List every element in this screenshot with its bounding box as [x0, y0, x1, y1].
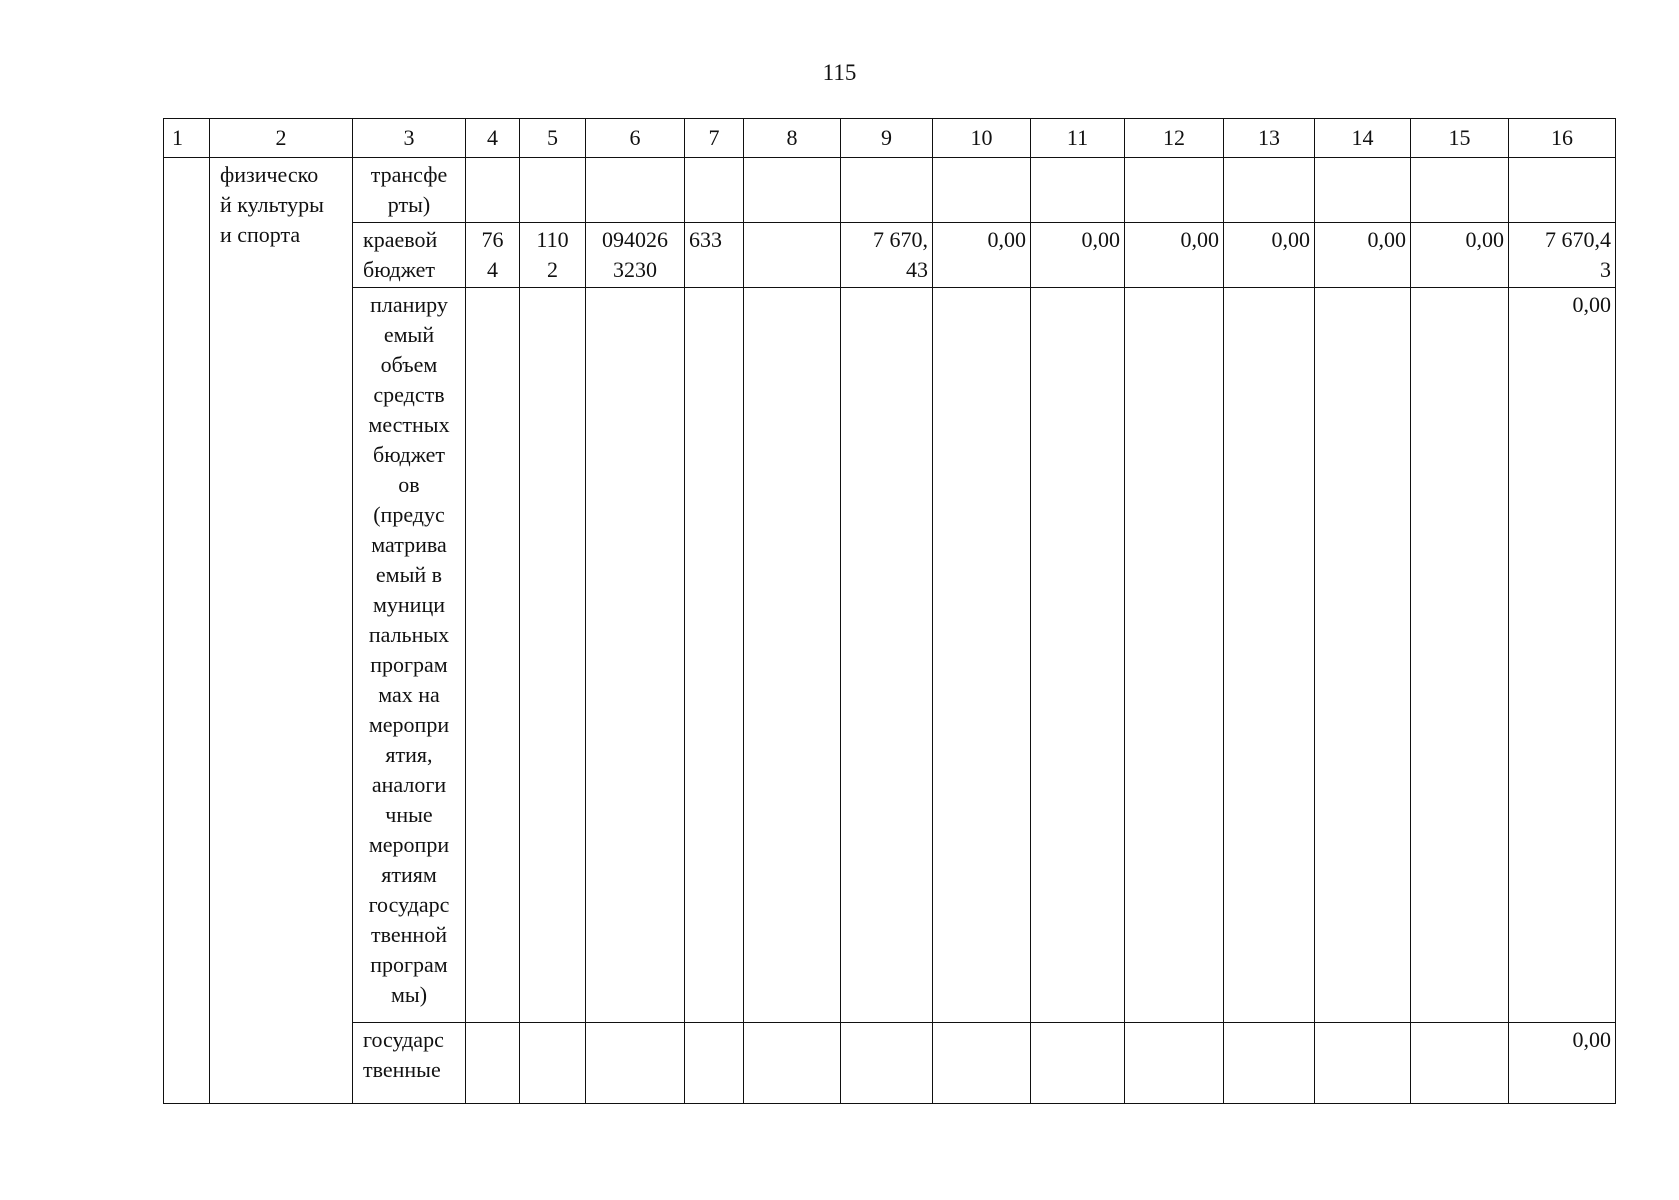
column-header: 9	[841, 119, 933, 158]
cell-c5	[520, 288, 586, 1023]
cell-c9-text: 7 670, 43	[873, 227, 928, 282]
column-header: 6	[586, 119, 685, 158]
funding-source-text: планиру емый объем средств местных бюджет ов (предус матрива емый в муници пальных програм мах на меропри ятия, аналоги чные меропри ятиям государс твенной програм мы)	[368, 292, 450, 1007]
cell-c14	[1315, 1023, 1411, 1104]
column-header: 12	[1125, 119, 1224, 158]
cell-c8	[744, 223, 841, 288]
cell-c7	[685, 288, 744, 1023]
cell-c10	[933, 1023, 1031, 1104]
cell-c15	[1411, 158, 1509, 223]
cell-c4	[466, 288, 520, 1023]
table-row	[164, 223, 1616, 288]
cell-c11	[1031, 1023, 1125, 1104]
funding-source-text: государс твенные	[363, 1027, 444, 1082]
cell-c6	[586, 1023, 685, 1104]
cell-c4	[466, 1023, 520, 1104]
column-number-row	[164, 119, 1616, 158]
table-row	[164, 158, 1616, 223]
cell-c9	[841, 1023, 933, 1104]
column-header: 1	[164, 119, 210, 158]
column-header: 16	[1509, 119, 1616, 158]
cell-c12	[1125, 288, 1224, 1023]
column-header: 11	[1031, 119, 1125, 158]
column-header: 15	[1411, 119, 1509, 158]
cell-c16	[1509, 158, 1616, 223]
page-number: 115	[822, 60, 857, 85]
cell-c6	[586, 288, 685, 1023]
cell-c15	[1411, 288, 1509, 1023]
table-row	[164, 288, 1616, 1023]
row-name-text: физическо й культуры и спорта	[220, 162, 324, 247]
funding-source-text: трансфе рты)	[370, 162, 448, 217]
funding-source-cell	[353, 223, 466, 288]
column-header: 5	[520, 119, 586, 158]
column-header: 13	[1224, 119, 1315, 158]
budget-table	[163, 118, 1616, 1104]
column-header: 8	[744, 119, 841, 158]
cell-c8	[744, 288, 841, 1023]
cell-c12	[1125, 1023, 1224, 1104]
cell-c6-text: 094026 3230	[602, 227, 668, 282]
cell-c4	[466, 158, 520, 223]
cell-c14: 0,00	[1315, 223, 1411, 288]
cell-c5	[520, 223, 586, 288]
table-row	[164, 1023, 1616, 1104]
cell-c4-text: 76 4	[481, 227, 504, 282]
column-header: 3	[353, 119, 466, 158]
cell-c16: 0,00	[1509, 288, 1616, 1023]
cell-c10	[933, 158, 1031, 223]
cell-c5-text: 110 2	[536, 227, 569, 282]
cell-c11: 0,00	[1031, 223, 1125, 288]
cell-c16-text: 7 670,4 3	[1545, 227, 1611, 282]
cell-c13	[1224, 158, 1315, 223]
cell-c13	[1224, 1023, 1315, 1104]
cell-c15: 0,00	[1411, 223, 1509, 288]
cell-c9	[841, 223, 933, 288]
cell-c5	[520, 1023, 586, 1104]
cell-c12	[1125, 158, 1224, 223]
cell-c6	[586, 223, 685, 288]
funding-source-cell	[353, 158, 466, 223]
cell-c6	[586, 158, 685, 223]
funding-source-text: краевой бюджет	[363, 227, 438, 282]
cell-c16	[1509, 223, 1616, 288]
row-name-cell	[210, 158, 353, 1104]
funding-source-cell	[353, 288, 466, 1023]
column-header: 4	[466, 119, 520, 158]
cell-c7: 633	[685, 223, 744, 288]
cell-c10: 0,00	[933, 223, 1031, 288]
cell-c8	[744, 158, 841, 223]
column-header: 2	[210, 119, 353, 158]
cell-c5	[520, 158, 586, 223]
cell-c10	[933, 288, 1031, 1023]
cell-c15	[1411, 1023, 1509, 1104]
column-header: 7	[685, 119, 744, 158]
cell-c12: 0,00	[1125, 223, 1224, 288]
cell-c13: 0,00	[1224, 223, 1315, 288]
cell-c9	[841, 158, 933, 223]
cell-c4	[466, 223, 520, 288]
cell-c11	[1031, 288, 1125, 1023]
cell-c14	[1315, 158, 1411, 223]
cell-c9	[841, 288, 933, 1023]
cell-c7	[685, 1023, 744, 1104]
cell-c11	[1031, 158, 1125, 223]
cell-c13	[1224, 288, 1315, 1023]
cell-c14	[1315, 288, 1411, 1023]
row-number-cell	[164, 158, 210, 1104]
funding-source-cell	[353, 1023, 466, 1104]
column-header: 10	[933, 119, 1031, 158]
cell-c7	[685, 158, 744, 223]
column-header: 14	[1315, 119, 1411, 158]
cell-c8	[744, 1023, 841, 1104]
cell-c16: 0,00	[1509, 1023, 1616, 1104]
